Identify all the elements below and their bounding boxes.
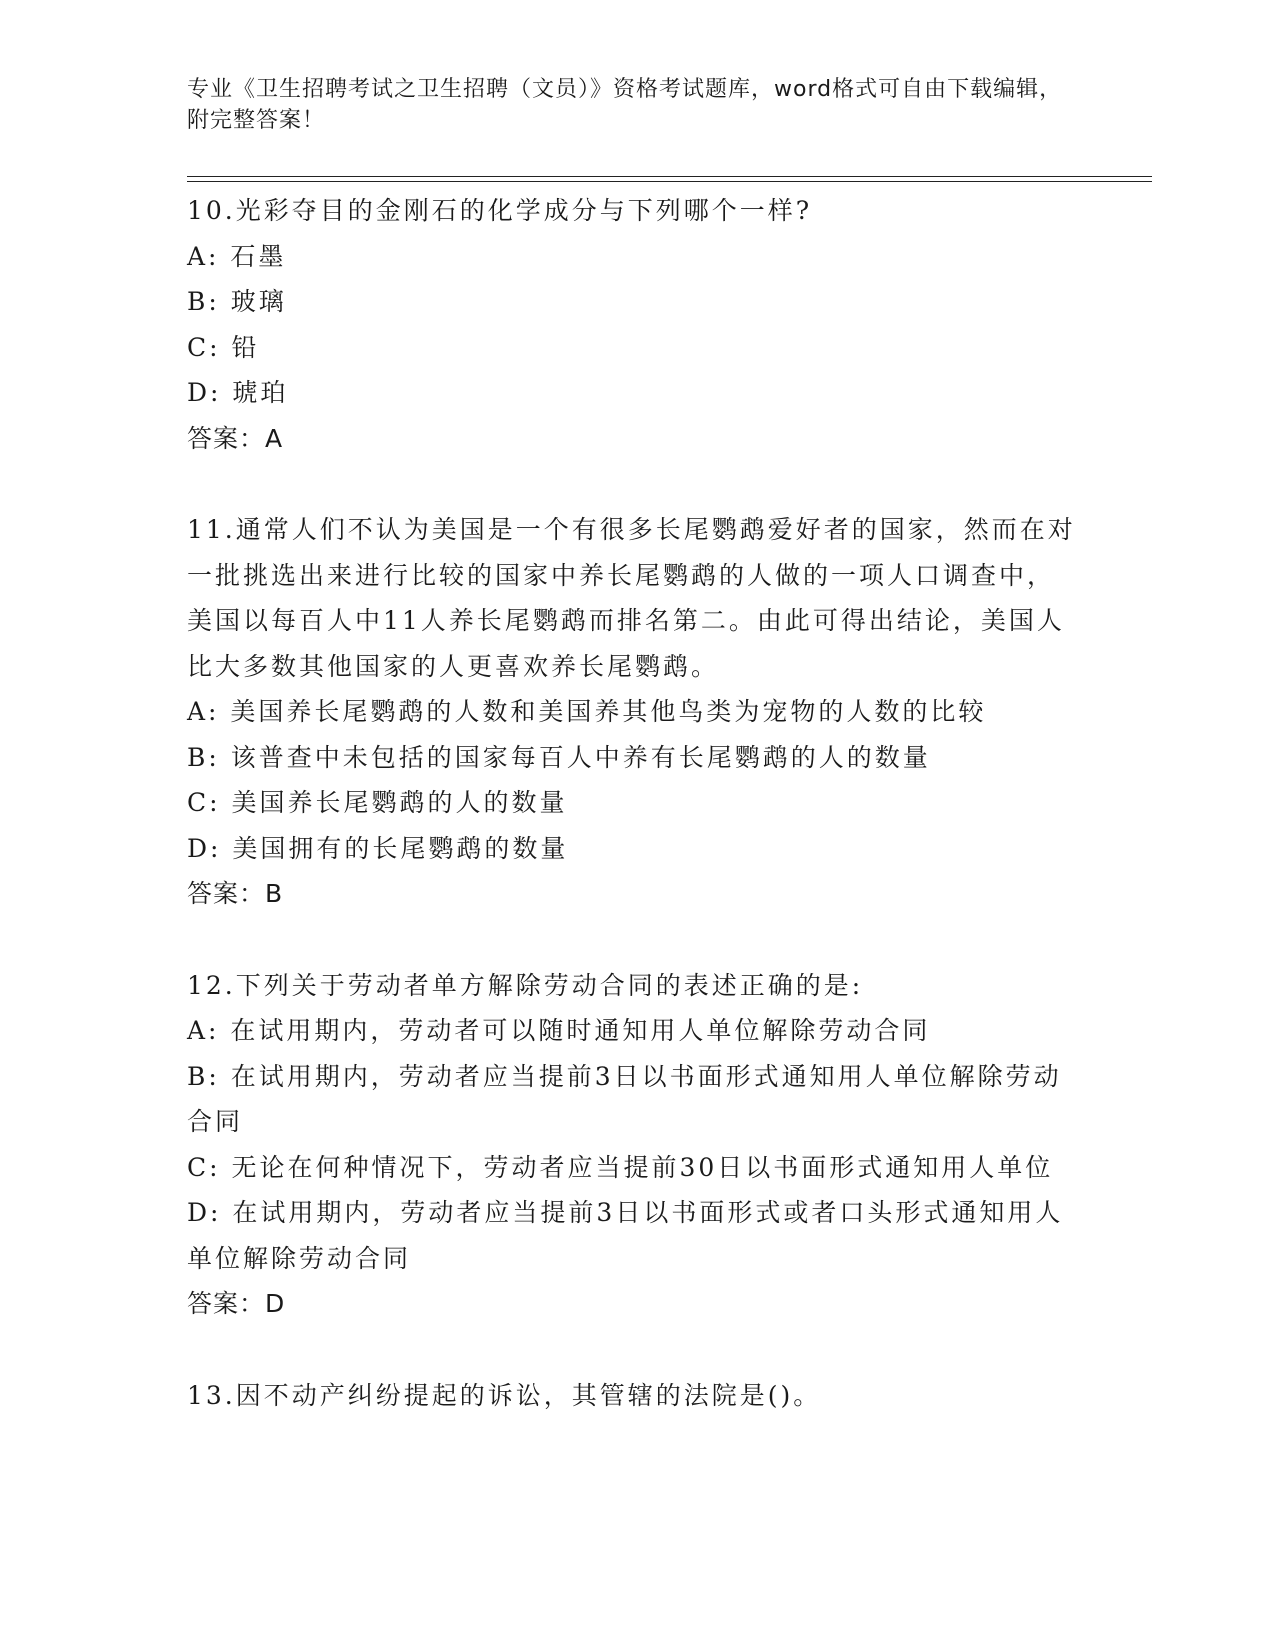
header-divider-top xyxy=(187,176,1152,177)
question-12 xyxy=(187,963,1077,1327)
question-13 xyxy=(187,1373,1077,1419)
question-stem: 13.因不动产纠纷提起的诉讼，其管辖的法院是()。 xyxy=(187,1380,822,1410)
question-stem: 10.光彩夺目的金刚石的化学成分与下列哪个一样? xyxy=(187,196,813,225)
question-stem: 11.通常人们不认为美国是一个有很多长尾鹦鹉爱好者的国家，然而在对一批挑选出来进行比较的国家中养长尾鹦鹉的人做的一项人口调查中，美国以每百人中11人养长尾鹦鹉而排名第二。由此可得出结论，美国人比大多数其他国家的人更喜欢养长尾鹦鹉。 xyxy=(187,515,1076,681)
option-a: A: 在试用期内，劳动者可以随时通知用人单位解除劳动合同 xyxy=(187,1016,931,1045)
option-c: C: 无论在何种情况下，劳动者应当提前30日以书面形式通知用人单位 xyxy=(187,1152,1054,1182)
answer-label: 答案：D xyxy=(187,1289,286,1318)
option-b: B: 该普查中未包括的国家每百人中养有长尾鹦鹉的人的数量 xyxy=(187,742,931,772)
question-10 xyxy=(187,188,1077,461)
option-d: D: 琥珀 xyxy=(187,378,289,407)
option-b: B: 在试用期内，劳动者应当提前3日以书面形式通知用人单位解除劳动合同 xyxy=(187,1061,1062,1136)
option-d: D: 美国拥有的长尾鹦鹉的数量 xyxy=(187,833,569,863)
question-stem: 12.下列关于劳动者单方解除劳动合同的表述正确的是: xyxy=(187,970,864,1000)
option-b: B: 玻璃 xyxy=(187,287,287,316)
option-a: A: 石墨 xyxy=(187,241,287,271)
question-11 xyxy=(187,507,1077,917)
answer-label: 答案：A xyxy=(187,423,284,453)
option-a: A: 美国养长尾鹦鹉的人数和美国养其他鸟类为宠物的人数的比较 xyxy=(187,697,987,726)
option-c: C: 美国养长尾鹦鹉的人的数量 xyxy=(187,788,568,817)
header-divider-bottom xyxy=(187,181,1152,182)
question-list xyxy=(187,188,1077,1464)
option-d: D: 在试用期内，劳动者应当提前3日以书面形式或者口头形式通知用人单位解除劳动合同 xyxy=(187,1198,1064,1273)
document-header: 专业《卫生招聘考试之卫生招聘（文员）》资格考试题库，word格式可自由下载编辑，附完整答案！ xyxy=(187,77,1063,133)
option-c: C: 铅 xyxy=(187,332,260,362)
answer-label: 答案：B xyxy=(187,879,284,908)
